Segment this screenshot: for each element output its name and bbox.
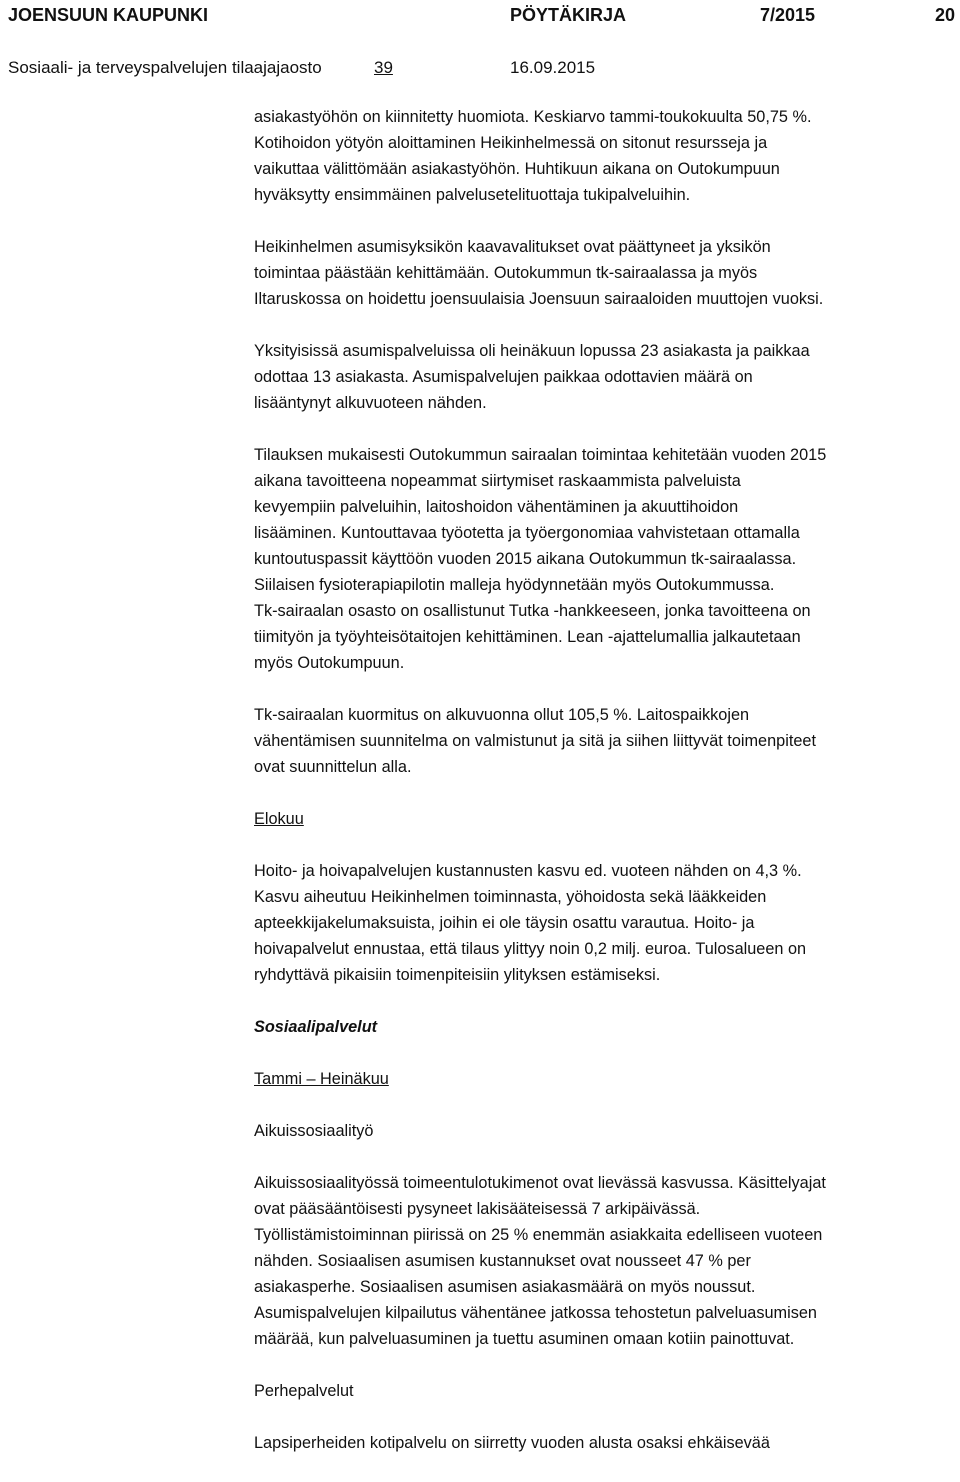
text-line: tiimityön ja työyhteisötaitojen kehittäminen. Lean -ajattelumallia jalkautetaan — [254, 628, 801, 646]
document-number: 7/2015 — [760, 5, 816, 25]
heading-aikuissosiaalityo — [254, 1118, 958, 1144]
text-line: Työllistämistoiminnan piirissä on 25 % enemmän asiakkaita edelliseen vuoteen — [254, 1226, 823, 1244]
text-line: aikana tavoitteena nopeammat siirtymiset raskaammista palveluista — [254, 472, 741, 490]
paragraph-hospital-load — [254, 702, 958, 780]
text-line: ovat pääsääntöisesti pysyneet lakisääteisessä 7 arkipäivässä. — [254, 1200, 701, 1218]
text-line: odottaa 13 asiakasta. Asumispalvelujen paikkaa odottavien määrä on — [254, 368, 753, 386]
text-line: kuntoutuspassit käyttöön vuoden 2015 aikana Outokummun tk-sairaalassa. — [254, 550, 797, 568]
text-line: hyväksytty ensimmäinen palvelusetelituottaja tukipalveluihin. — [254, 186, 691, 204]
organization-name: JOENSUUN KAUPUNKI — [8, 5, 209, 25]
text-line: määrää, kun palveluasuminen ja tuettu asuminen omaan kotiin painottuvat. — [254, 1330, 795, 1348]
document-type: PÖYTÄKIRJA — [510, 5, 627, 25]
paragraph-family-services — [254, 1430, 958, 1456]
meeting-date: 16.09.2015 — [510, 58, 596, 77]
text-line: lisääminen. Kuntouttavaa työotetta ja työergonomiaa vahvistetaan ottamalla — [254, 524, 800, 542]
paragraph-cost-growth — [254, 858, 958, 988]
section-number: 39 — [374, 58, 393, 77]
paragraph-adult-social-work — [254, 1170, 958, 1352]
text-line: Heikinhelmen asumisyksikön kaavavalitukset ovat päättyneet ja yksikön — [254, 238, 771, 256]
text-line: hoivapalvelut ennustaa, että tilaus ylittyy noin 0,2 milj. euroa. Tulosalueen on — [254, 940, 807, 958]
paragraph-outokumpu-hospital — [254, 442, 958, 676]
text-line: apteekkijakelumaksuista, joihin ei ole täysin osattu varautua. Hoito- ja — [254, 914, 755, 932]
text-line: Tk-sairaalan osasto on osallistunut Tutka -hankkeeseen, jonka tavoitteena on — [254, 602, 811, 620]
text-line: Tilauksen mukaisesti Outokummun sairaalan toimintaa kehitetään vuoden 2015 — [254, 446, 827, 464]
section-heading: Tammi – Heinäkuu — [254, 1070, 389, 1088]
text-line: Kotihoidon yötyön aloittaminen Heikinhelmessä on sitonut resursseja ja — [254, 134, 768, 152]
section-heading: Sosiaalipalvelut — [254, 1018, 378, 1036]
text-line: vähentämisen suunnitelma on valmistunut ja sitä ja siihen liittyvät toimenpiteet — [254, 732, 816, 750]
text-line: vaikuttaa välittömään asiakastyöhön. Huhtikuun aikana on Outokumpuun — [254, 160, 780, 178]
text-line: toimintaa päästään kehittämään. Outokummun tk-sairaalassa ja myös — [254, 264, 758, 282]
paragraph-heikinhelmi — [254, 234, 958, 312]
committee-name: Sosiaali- ja terveyspalvelujen tilaajajaosto — [8, 58, 322, 77]
text-line: Kasvu aiheutuu Heikinhelmen toiminnasta, yöhoidosta sekä lääkkeiden — [254, 888, 767, 906]
text-line: Lapsiperheiden kotipalvelu on siirretty vuoden alusta osaksi ehkäisevää — [254, 1434, 770, 1452]
heading-sosiaalipalvelut — [254, 1014, 958, 1040]
text-line: lisääntynyt alkuvuoteen nähden. — [254, 394, 487, 412]
section-heading: Aikuissosiaalityö — [254, 1122, 374, 1140]
text-line: asiakasperhe. Sosiaalisen asumisen asiakasmäärä on myös noussut. — [254, 1278, 756, 1296]
heading-elokuu — [254, 806, 958, 832]
section-heading: Elokuu — [254, 810, 304, 828]
text-line: nähden. Sosiaalisen asumisen kustannukset ovat nousseet 47 % per — [254, 1252, 751, 1270]
text-line: Iltaruskossa on hoidettu joensuulaisia Joensuun sairaaloiden muuttojen vuoksi. — [254, 290, 824, 308]
text-line: ovat suunnittelun alla. — [254, 758, 412, 776]
paragraph-private-housing — [254, 338, 958, 416]
text-line: Hoito- ja hoivapalvelujen kustannusten kasvu ed. vuoteen nähden on 4,3 %. — [254, 862, 802, 880]
paragraph-home-care — [254, 104, 958, 208]
text-line: Asumispalvelujen kilpailutus vähentänee jatkossa tehostetun palveluasumisen — [254, 1304, 817, 1322]
text-line: asiakastyöhön on kiinnitetty huomiota. Keskiarvo tammi-toukokuulta 50,75 %. — [254, 108, 812, 126]
text-line: kevyempiin palveluihin, laitoshoidon vähentäminen ja akuuttihoidon — [254, 498, 739, 516]
text-line: Tk-sairaalan kuormitus on alkuvuonna ollut 105,5 %. Laitospaikkojen — [254, 706, 750, 724]
heading-perhepalvelut — [254, 1378, 958, 1404]
text-line: Aikuissosiaalityössä toimeentulotukimenot ovat lievässä kasvussa. Käsittelyajat — [254, 1174, 826, 1192]
document-body — [254, 104, 958, 1482]
page-number: 20 — [935, 5, 956, 25]
page-header — [0, 0, 960, 80]
heading-period — [254, 1066, 958, 1092]
section-heading: Perhepalvelut — [254, 1382, 354, 1400]
text-line: ryhdyttävä pikaisiin toimenpiteisiin ylityksen estämiseksi. — [254, 966, 661, 984]
text-line: Siilaisen fysioterapiapilotin malleja hyödynnetään myös Outokummussa. — [254, 576, 775, 594]
text-line: myös Outokumpuun. — [254, 654, 405, 672]
text-line: Yksityisissä asumispalveluissa oli heinäkuun lopussa 23 asiakasta ja paikkaa — [254, 342, 810, 360]
